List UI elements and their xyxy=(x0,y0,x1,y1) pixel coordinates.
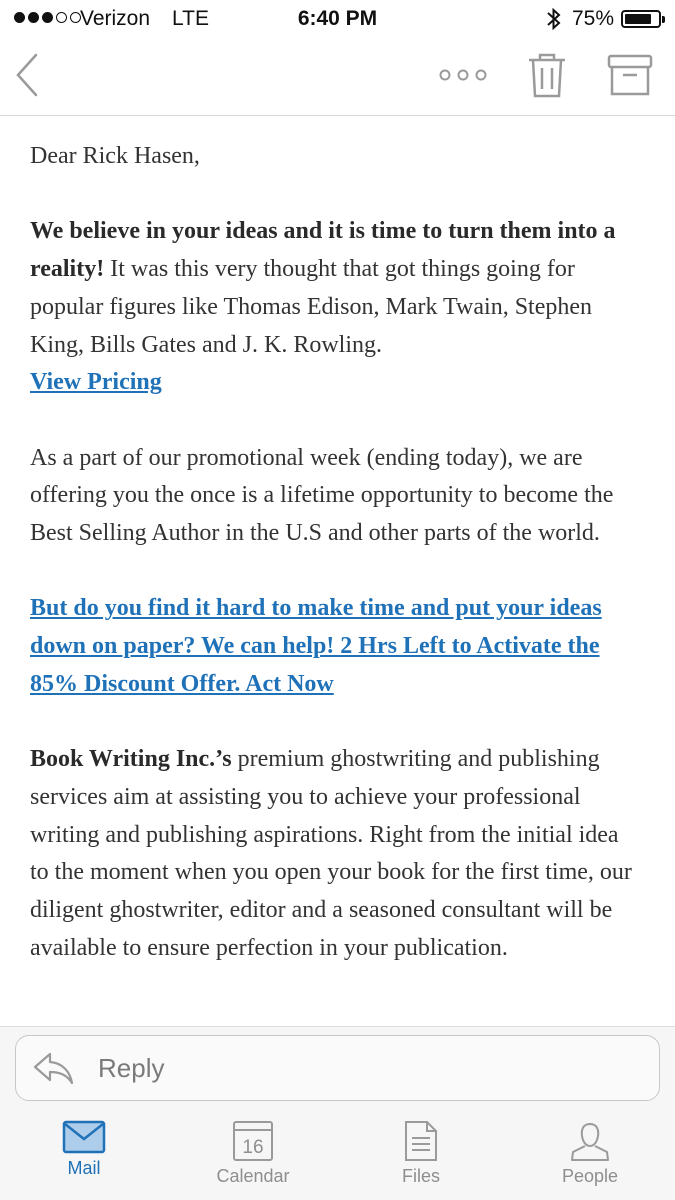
status-time: 6:40 PM xyxy=(297,7,378,30)
tab-calendar-label: Calendar xyxy=(216,1166,290,1186)
email-paragraph-1 xyxy=(30,213,640,402)
email-paragraph-3 xyxy=(30,590,640,703)
battery-icon xyxy=(621,10,661,28)
people-icon xyxy=(569,1120,611,1162)
delete-button[interactable] xyxy=(525,50,569,100)
scroll-fade xyxy=(0,990,675,1026)
more-options-button[interactable] xyxy=(436,58,490,92)
reply-icon xyxy=(30,1048,76,1088)
network-type: LTE xyxy=(172,7,209,30)
email-paragraph-4-text: premium ghostwriting and publishing services aim at assisting you to achieve your professional writing and publishing aspirations. Right from the initial idea to the moment when you open your book for the first time, our diligent ghostwriter, editor and a seasoned consultant will be available to ensure perfection in your publication. xyxy=(30,746,632,961)
mail-icon xyxy=(62,1120,106,1154)
more-options-icon xyxy=(436,58,490,92)
email-paragraph-1-text: It was this very thought that got things going for popular figures like Thomas Edison, Mark Twain, Stephen King, Bills Gates and J. K. Rowling. xyxy=(30,256,593,358)
archive-button[interactable] xyxy=(605,52,655,98)
message-toolbar xyxy=(0,38,675,116)
archive-icon xyxy=(605,52,655,98)
back-button[interactable] xyxy=(10,50,46,100)
files-icon xyxy=(403,1120,439,1162)
reply-button[interactable] xyxy=(15,1035,660,1101)
email-paragraph-2: As a part of our promotional week (ending today), we are offering you the once is a lifetime opportunity to become the Best Selling Author in the U.S and other parts of the world. xyxy=(30,444,614,546)
company-name: Book Writing Inc.’s xyxy=(30,746,232,773)
tab-files[interactable] xyxy=(351,1120,491,1198)
calendar-icon xyxy=(232,1120,274,1162)
tab-mail-label: Mail xyxy=(67,1158,101,1178)
trash-icon xyxy=(525,50,569,100)
reply-label: Reply xyxy=(98,1053,165,1083)
discount-offer-link[interactable]: But do you find it hard to make time and put your ideas down on paper? We can help! 2 Hrs Left to Activate the 85% Discount Offer. Act Now xyxy=(30,595,602,697)
tab-files-label: Files xyxy=(401,1166,440,1186)
tab-mail[interactable] xyxy=(14,1120,154,1198)
chevron-left-icon xyxy=(10,50,46,100)
tab-people[interactable] xyxy=(520,1120,660,1198)
email-paragraph-4 xyxy=(30,741,640,967)
tab-people-label: People xyxy=(561,1166,619,1186)
email-greeting: Dear Rick Hasen, xyxy=(30,143,200,169)
email-bold-intro: We believe in your ideas and it is time to turn them into a reality! xyxy=(30,218,616,283)
tab-calendar[interactable] xyxy=(183,1120,323,1198)
bluetooth-icon xyxy=(545,6,563,38)
status-bar xyxy=(0,0,675,38)
view-pricing-link[interactable]: View Pricing xyxy=(30,369,162,396)
battery-percent: 75% xyxy=(572,7,615,30)
calendar-day: 16 xyxy=(242,1137,264,1158)
email-body xyxy=(30,138,640,1020)
carrier-name: Verizon xyxy=(80,7,151,30)
tab-bar xyxy=(0,1110,675,1200)
reply-bar xyxy=(0,1026,675,1110)
